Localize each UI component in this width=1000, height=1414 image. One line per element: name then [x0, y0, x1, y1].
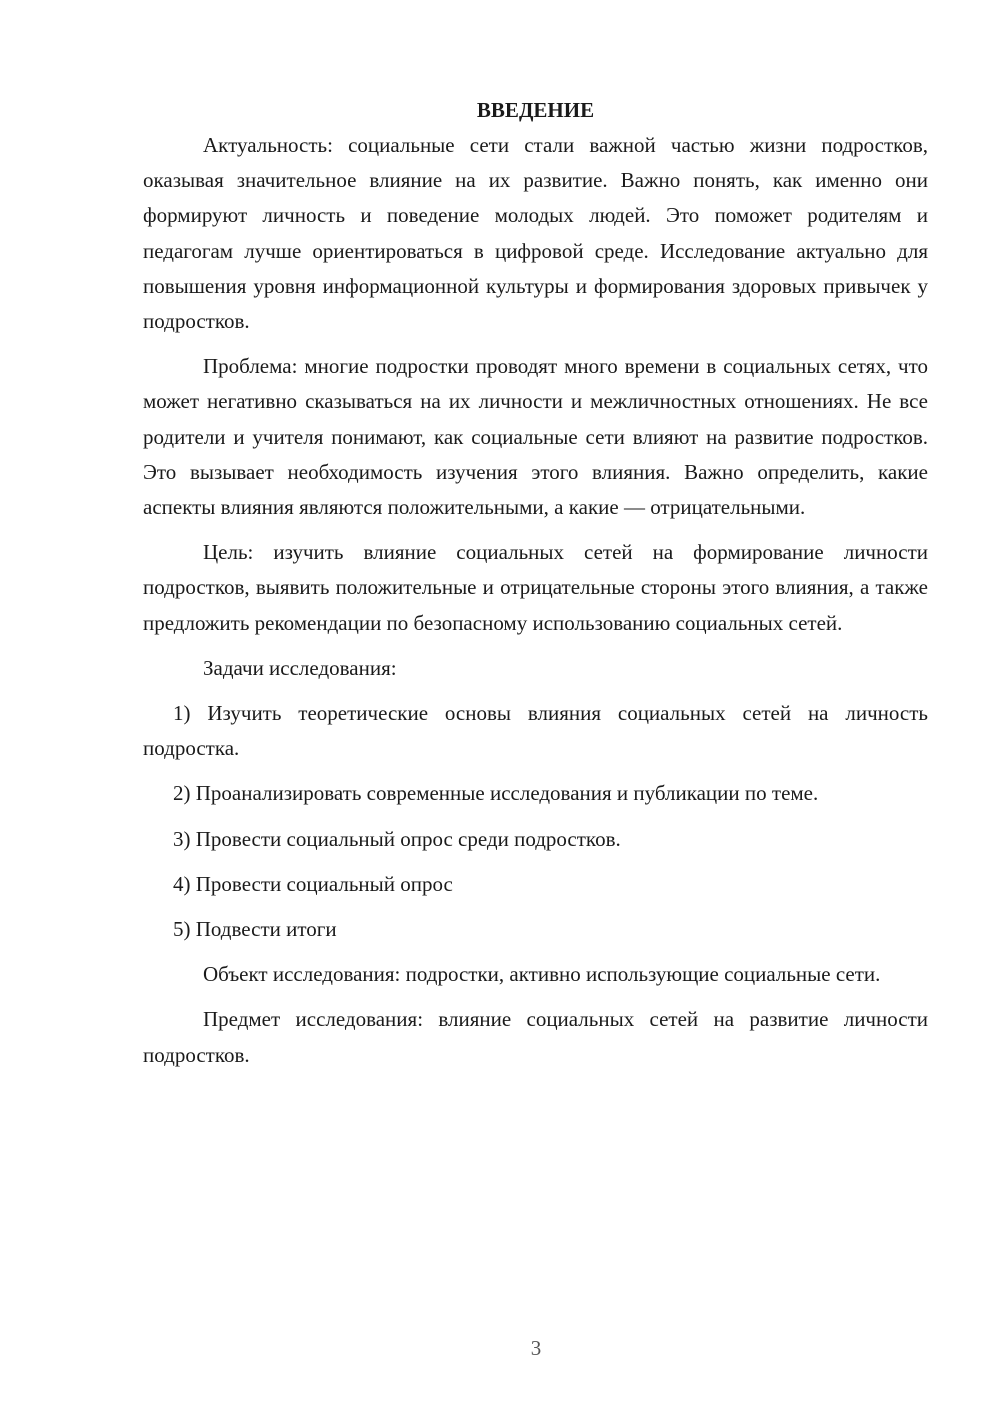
paragraph-object: Объект исследования: подростки, активно использующие социальные сети. — [203, 962, 881, 987]
task-item-3: 3) Провести социальный опрос среди подростков. — [173, 826, 621, 851]
task-item-2: 2) Проанализировать современные исследования и публикации по теме. — [173, 781, 819, 806]
task-item-4: 4) Провести социальный опрос — [173, 871, 453, 896]
paragraph-subject: Предмет исследования: влияние социальных сетей на развитие личности подростков. — [143, 1007, 928, 1067]
page-number: 3 — [530, 1336, 542, 1360]
task-item-1: 1) Изучить теоретические основы влияния социальных сетей на личность подростка. — [143, 701, 928, 761]
paragraph-tasks-heading: Задачи исследования: — [203, 655, 397, 680]
paragraph-goal: Цель: изучить влияние социальных сетей на формирование личности подростков, выявить положительные и отрицательные стороны этого влияния, а также предложить рекомендации по безопасному использованию социальных сетей. — [143, 540, 928, 635]
paragraph-relevance: Актуальность: социальные сети стали важной частью жизни подростков, оказывая значительное влияние на их развитие. Важно понять, как именно они формируют личность и поведение молодых людей. Это поможет родителям и педагогам лучше ориентироваться в цифровой среде. Исследование актуально для повышения уровня информационной культуры и формирования здоровых привычек у подростков. — [143, 133, 928, 334]
page-title: ВВЕДЕНИЕ — [476, 98, 595, 122]
page-content — [143, 92, 928, 1083]
task-item-5: 5) Подвести итоги — [173, 917, 337, 942]
paragraph-problem: Проблема: многие подростки проводят много времени в социальных сетях, что может негативно сказываться на их личности и межличностных отношениях. Не все родители и учителя понимают, как социальные сети влияют на развитие подростков. Это вызывает необходимость изучения этого влияния. Важно определить, какие аспекты влияния являются положительными, а какие — отрицательными. — [143, 354, 928, 520]
